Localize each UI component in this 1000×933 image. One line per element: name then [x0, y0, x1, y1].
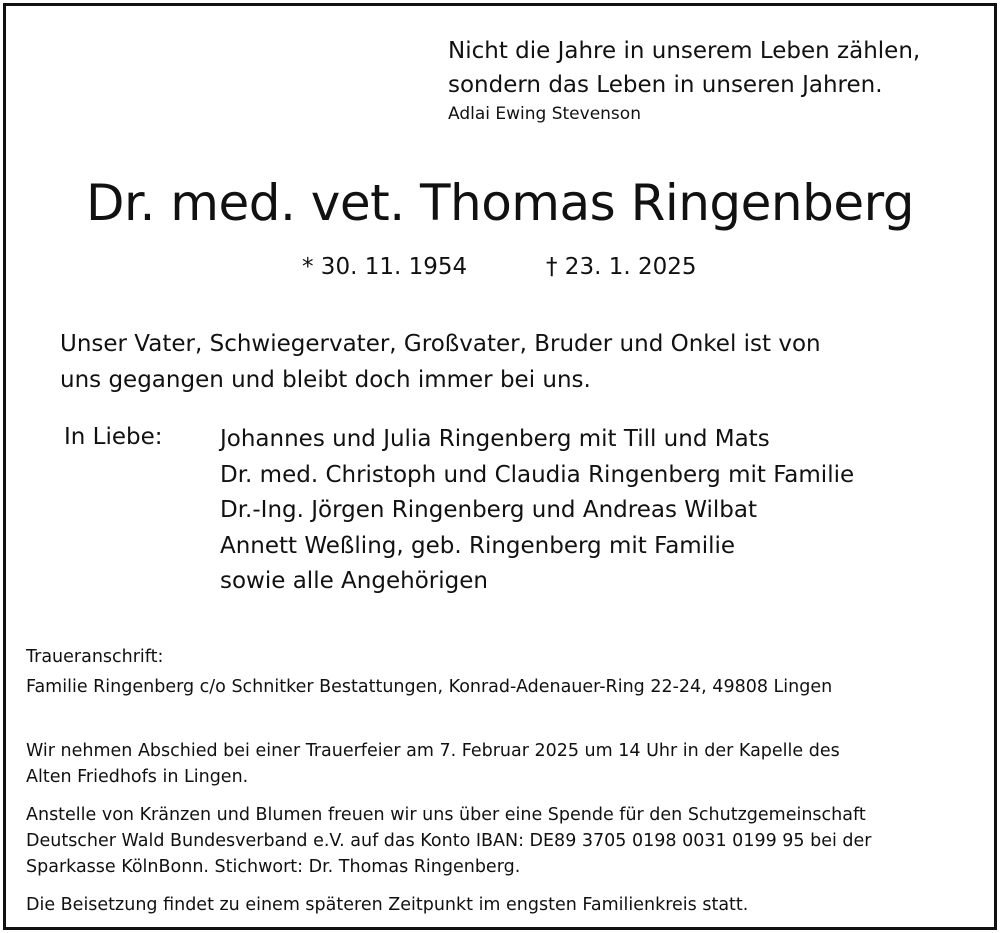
intro-line: uns gegangen und bleibt doch immer bei uns.: [60, 367, 591, 393]
mourner-name: Dr. med. Christoph und Claudia Ringenberg mit Familie: [220, 461, 855, 488]
mourner-name: Johannes und Julia Ringenberg mit Till und Mats: [220, 426, 770, 452]
obituary-frame: [3, 3, 997, 930]
burial-notice: Die Beisetzung findet zu einem späteren Zeitpunkt im engsten Familienkreis statt.: [26, 895, 749, 915]
donation-notice: [26, 802, 872, 880]
donation-line: Deutscher Wald Bundesverband e.V. auf das Konto IBAN: DE89 3705 0198 0031 0199 95 bei der: [26, 831, 872, 851]
birth-date: * 30. 11. 1954: [302, 254, 468, 280]
mourner-name: Annett Weßling, geb. Ringenberg mit Familie: [220, 532, 736, 559]
mourner-name: sowie alle Angehörigen: [220, 568, 488, 594]
intro-line: Unser Vater, Schwiegervater, Großvater, Bruder und Onkel ist von: [60, 331, 821, 357]
ceremony-line: Wir nehmen Abschied bei einer Trauerfeier am 7. Februar 2025 um 14 Uhr in der Kapelle des: [26, 741, 840, 761]
mourners-label: In Liebe:: [64, 424, 163, 450]
ceremony-line: Alten Friedhofs in Lingen.: [26, 767, 249, 787]
ceremony-notice: [26, 738, 840, 790]
donation-line: Anstelle von Kränzen und Blumen freuen wir uns über eine Spende für den Schutzgemeinschaft: [26, 805, 866, 825]
quote: [448, 34, 920, 102]
quote-line: sondern das Leben in unseren Jahren.: [448, 72, 883, 98]
mourner-name: Dr.-Ing. Jörgen Ringenberg und Andreas Wilbat: [220, 497, 757, 523]
death-date: † 23. 1. 2025: [546, 254, 697, 280]
quote-line: Nicht die Jahre in unserem Leben zählen,: [448, 38, 921, 64]
address-label: Traueranschrift:: [26, 647, 164, 667]
quote-author: Adlai Ewing Stevenson: [448, 104, 641, 124]
deceased-name: Dr. med. vet. Thomas Ringenberg: [85, 174, 915, 232]
intro-text: [60, 326, 821, 398]
mourners-list: [220, 422, 854, 600]
address-text: Familie Ringenberg c/o Schnitker Bestattungen, Konrad-Adenauer-Ring 22-24, 49808 Lingen: [26, 677, 833, 697]
donation-line: Sparkasse KölnBonn. Stichwort: Dr. Thomas Ringenberg.: [26, 857, 521, 877]
